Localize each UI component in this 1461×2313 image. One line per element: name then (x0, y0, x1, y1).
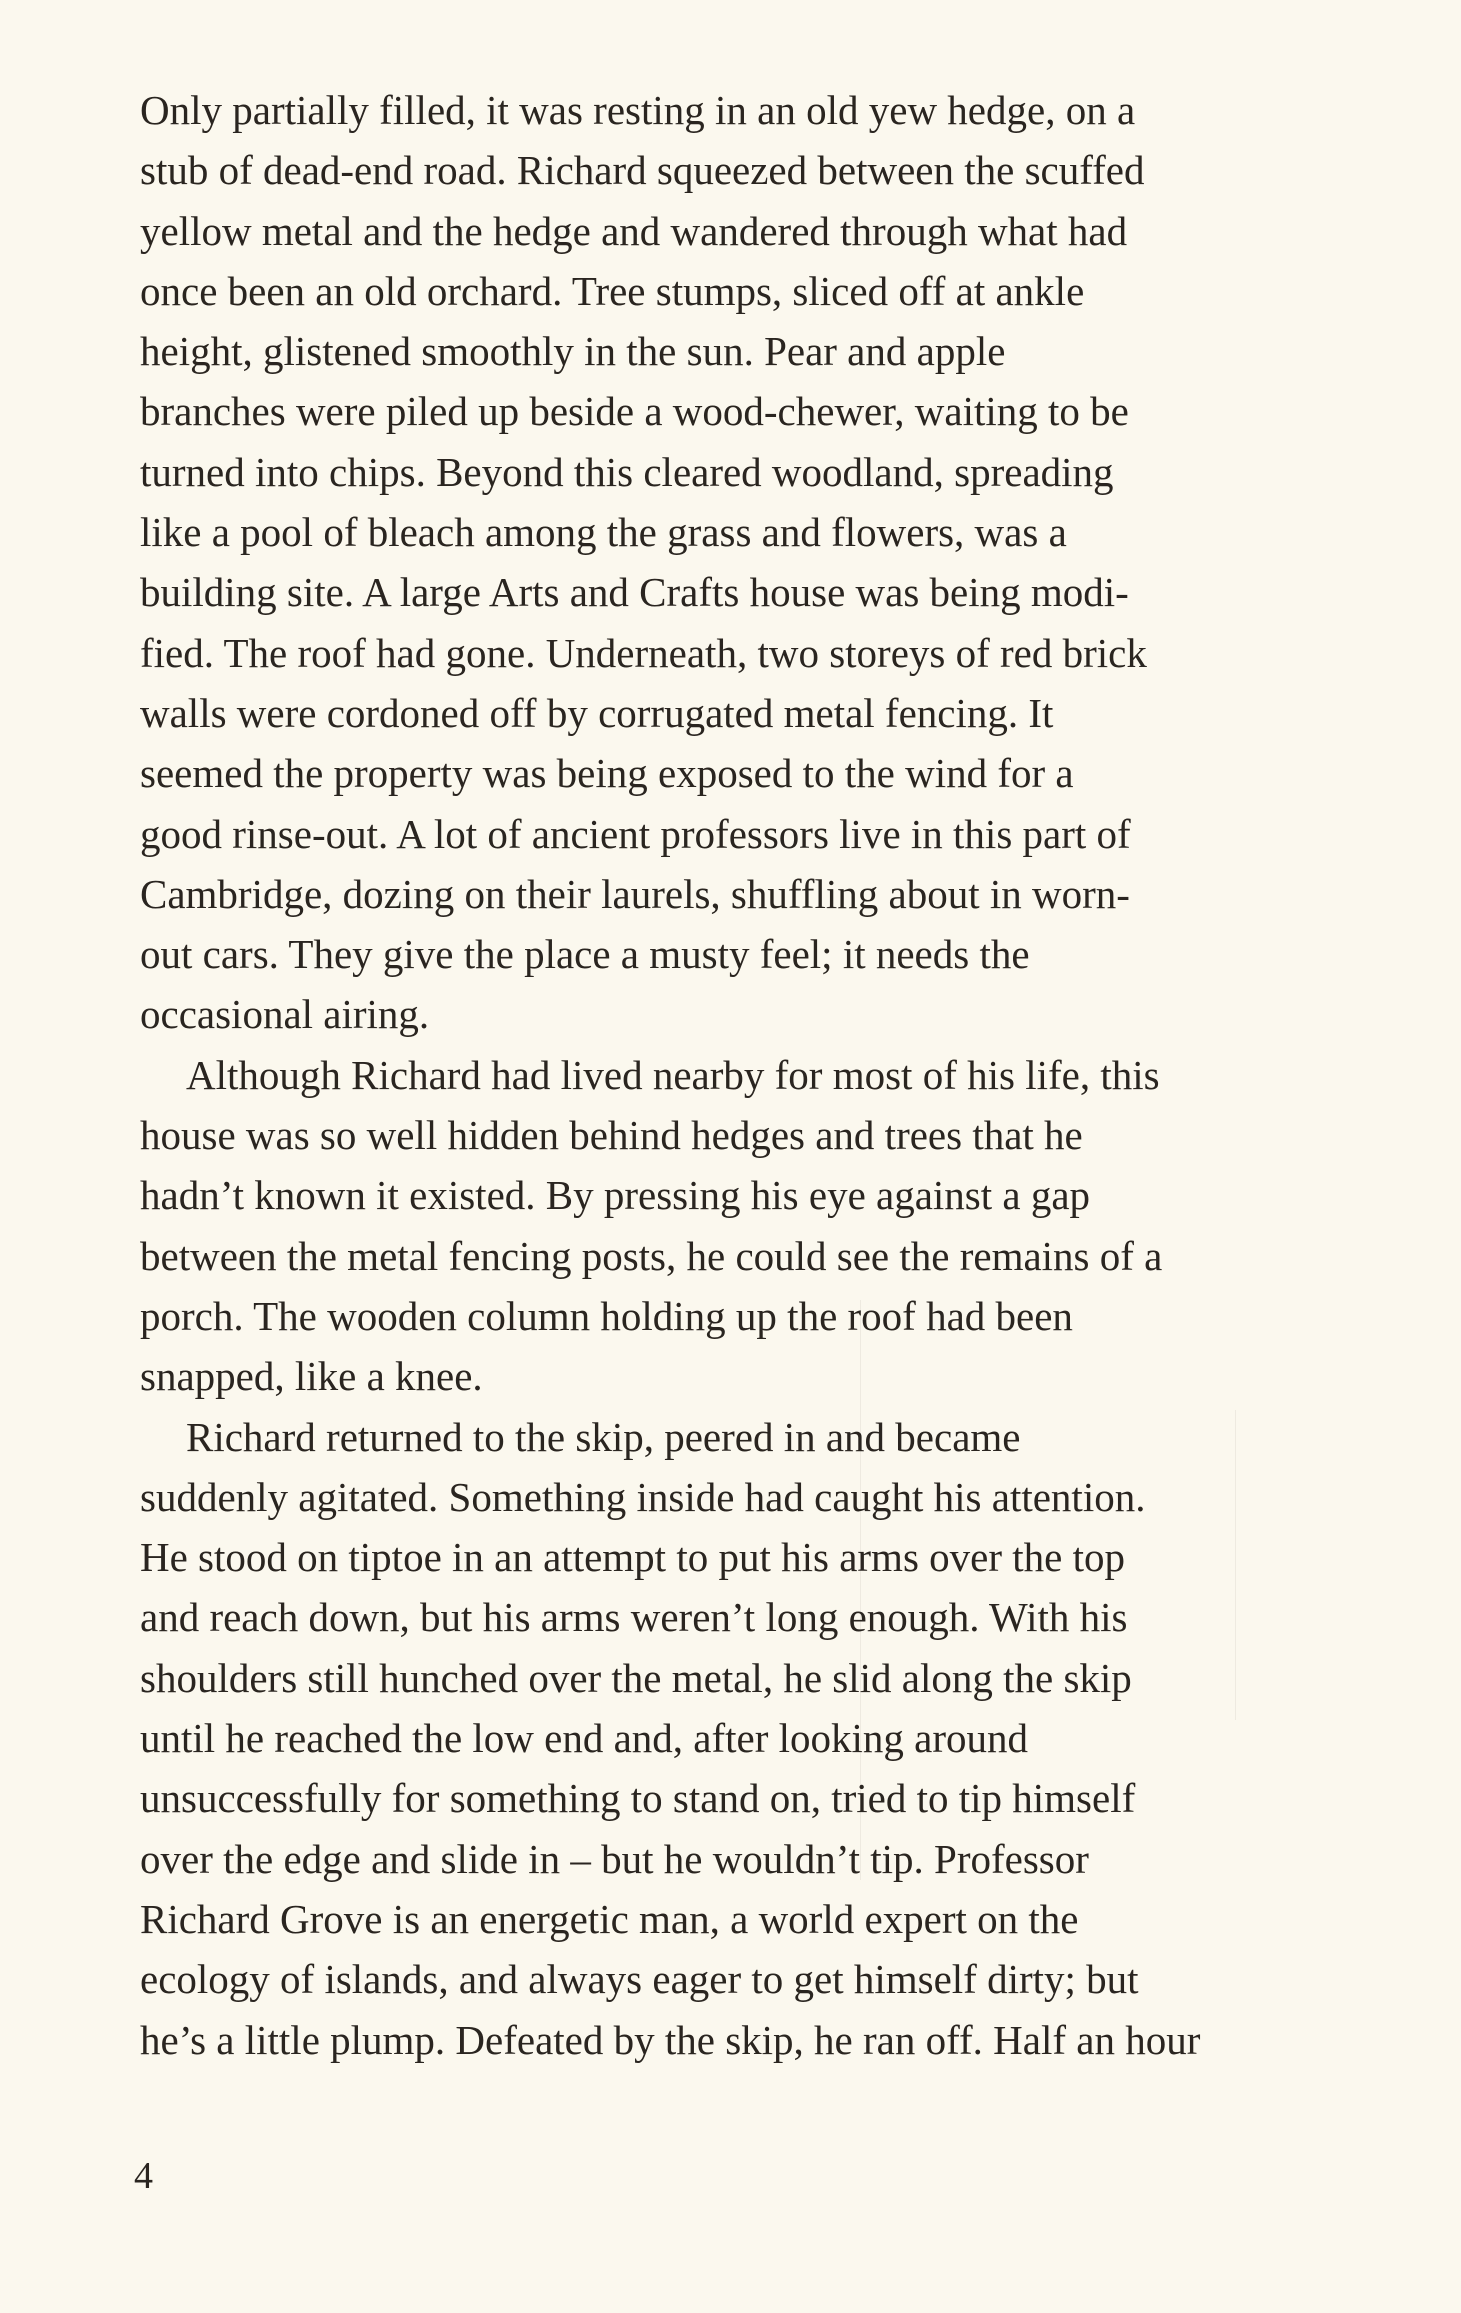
text-line: unsuccessfully for something to stand on, tried to tip himself (140, 1775, 1136, 1822)
text-line: Only partially filled, it was resting in an old yew hedge, on a (140, 87, 1136, 133)
paragraph (140, 1407, 1330, 2070)
text-line: out cars. They give the place a musty feel; it needs the (140, 931, 1030, 978)
text-line: occasional airing. (140, 991, 430, 1038)
text-line: and reach down, but his arms weren’t long enough. With his (140, 1594, 1128, 1641)
text-line: fied. The roof had gone. Underneath, two storeys of red brick (140, 629, 1147, 676)
page-number: 4 (134, 2155, 153, 2197)
text-line: Richard returned to the skip, peered in and became (186, 1413, 1021, 1460)
text-line: ecology of islands, and always eager to get himself dirty; but (140, 1956, 1139, 2003)
text-line: branches were piled up beside a wood-chewer, waiting to be (140, 388, 1129, 435)
text-line: seemed the property was being exposed to the wind for a (140, 750, 1074, 797)
text-line: porch. The wooden column holding up the roof had been (140, 1292, 1073, 1339)
text-line: once been an old orchard. Tree stumps, sliced off at ankle (140, 267, 1085, 314)
text-line: Cambridge, dozing on their laurels, shuffling about in worn- (140, 870, 1130, 917)
text-line: turned into chips. Beyond this cleared woodland, spreading (140, 448, 1114, 495)
text-line: like a pool of bleach among the grass and flowers, was a (140, 509, 1067, 556)
body-text (140, 80, 1330, 2070)
text-line: Although Richard had lived nearby for most of his life, this (186, 1051, 1160, 1098)
text-line: snapped, like a knee. (140, 1353, 483, 1400)
text-line: between the metal fencing posts, he could see the remains of a (140, 1232, 1163, 1279)
text-line: shoulders still hunched over the metal, he slid along the skip (140, 1654, 1132, 1701)
text-line: He stood on tiptoe in an attempt to put his arms over the top (140, 1534, 1125, 1581)
text-line: Richard Grove is an energetic man, a world expert on the (140, 1895, 1079, 1942)
text-line: yellow metal and the hedge and wandered through what had (140, 207, 1128, 254)
text-line: height, glistened smoothly in the sun. Pear and apple (140, 328, 1006, 375)
text-line: over the edge and slide in – but he wouldn’t tip. Professor (140, 1835, 1089, 1882)
text-line: building site. A large Arts and Crafts house was being modi- (140, 569, 1129, 616)
text-line: until he reached the low end and, after looking around (140, 1715, 1029, 1762)
text-line: house was so well hidden behind hedges and trees that he (140, 1112, 1083, 1159)
text-line: good rinse-out. A lot of ancient professors live in this part of (140, 810, 1131, 857)
paragraph (140, 1045, 1330, 1407)
paragraph (140, 80, 1330, 1045)
text-line: stub of dead-end road. Richard squeezed between the scuffed (140, 147, 1145, 194)
text-line: he’s a little plump. Defeated by the skip, he ran off. Half an hour (140, 2016, 1201, 2063)
text-line: walls were cordoned off by corrugated metal fencing. It (140, 689, 1054, 736)
text-line: hadn’t known it existed. By pressing his eye against a gap (140, 1172, 1091, 1219)
text-line: suddenly agitated. Something inside had caught his attention. (140, 1473, 1146, 1520)
